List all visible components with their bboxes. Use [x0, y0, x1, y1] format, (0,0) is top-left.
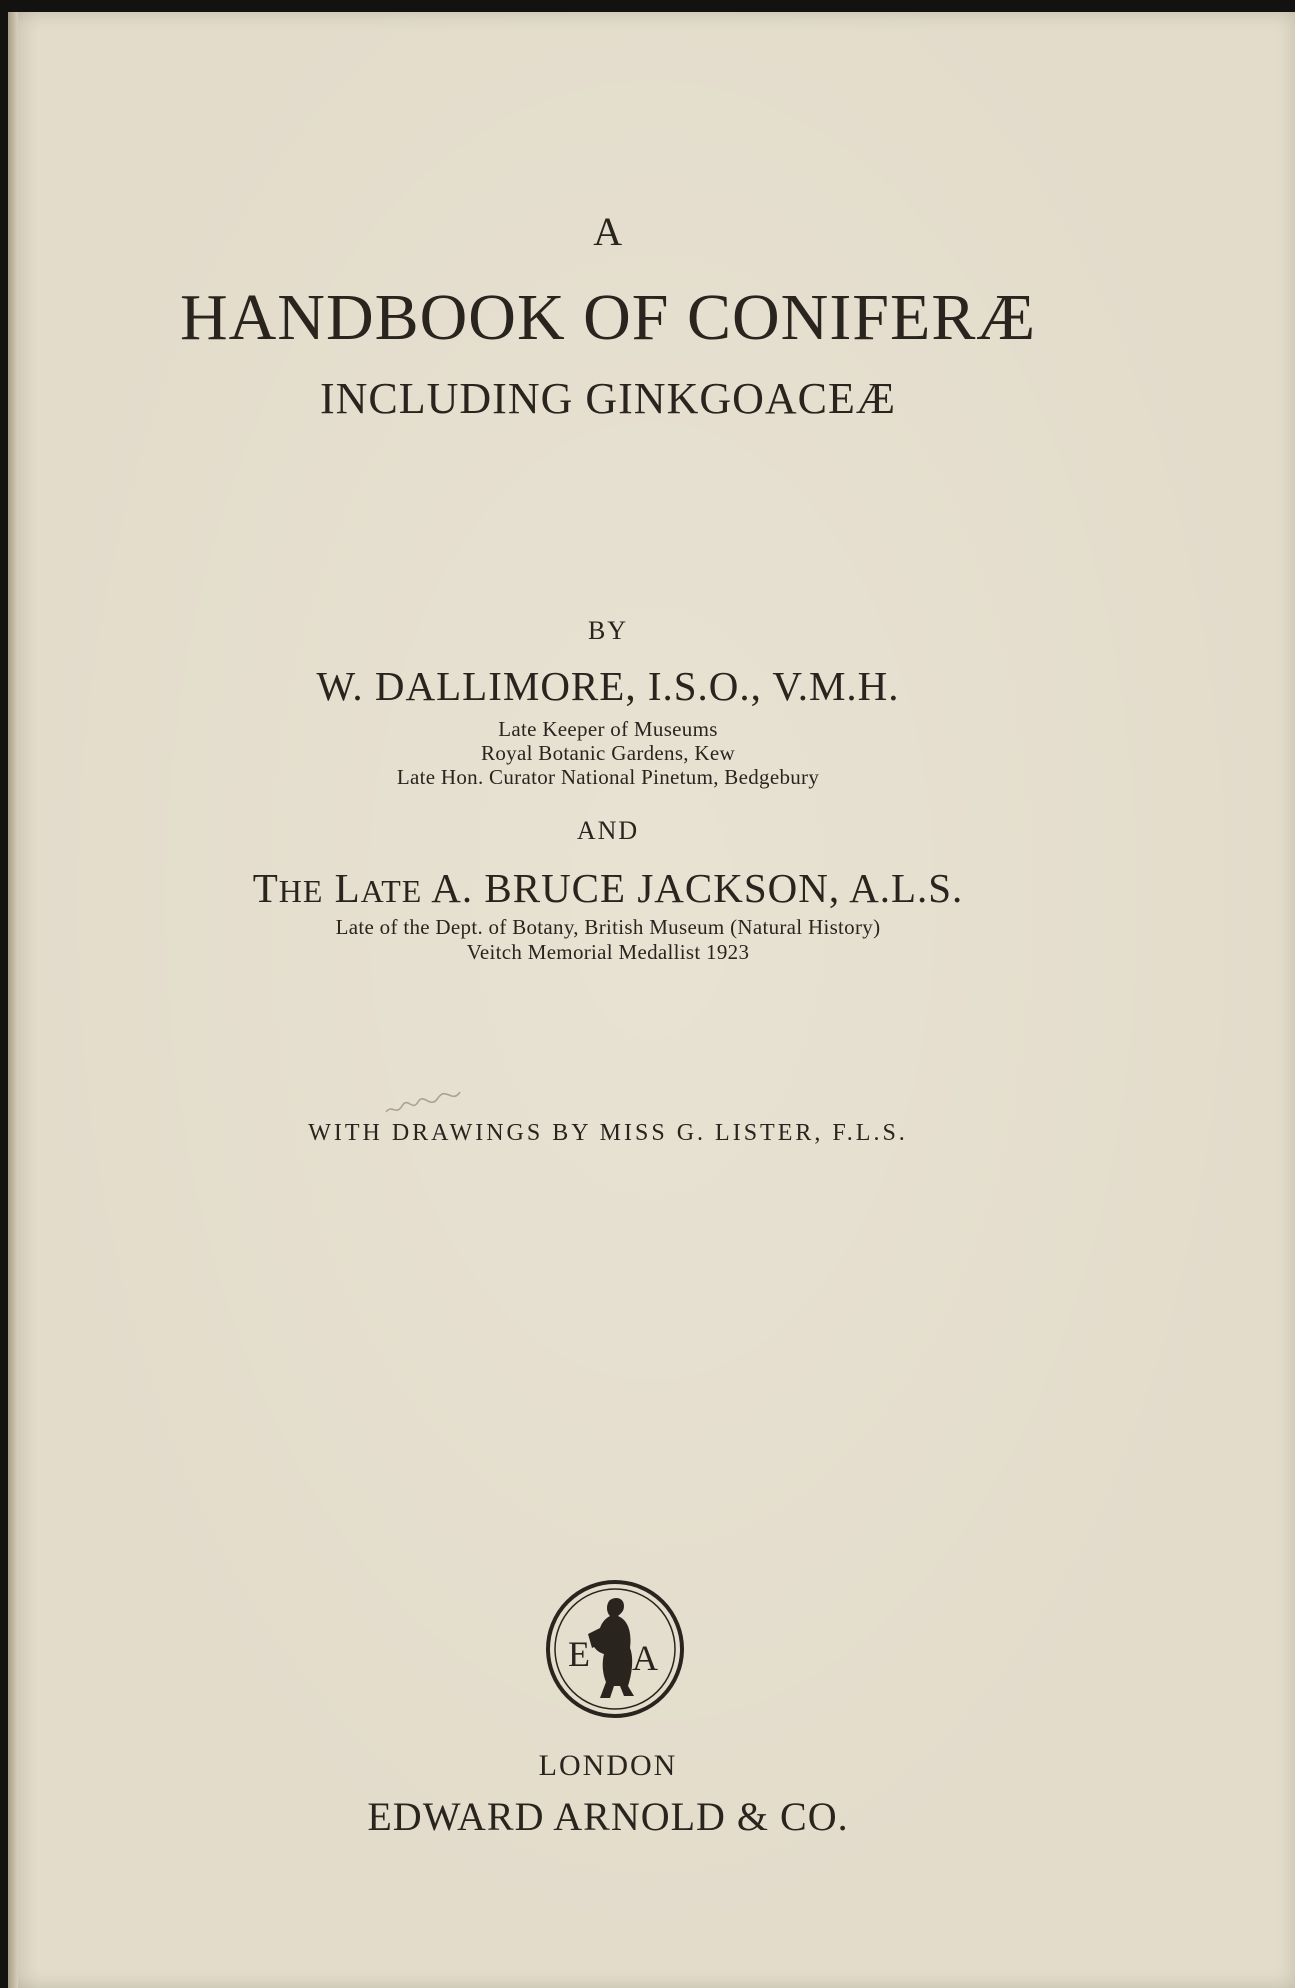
author2-prefix-late-rest: ATE — [360, 874, 423, 909]
author1-credential: Late Hon. Curator National Pinetum, Bedgebury — [396, 765, 820, 789]
author1-credential: Late Keeper of Museums — [498, 717, 718, 741]
emblem-letter-a: A — [632, 1638, 658, 1678]
author2-credential: Veitch Memorial Medallist 1923 — [466, 940, 750, 964]
publisher-place: LONDON — [538, 1749, 678, 1782]
pencil-annotation — [382, 1082, 477, 1122]
author1-credential: Royal Botanic Gardens, Kew — [481, 741, 735, 765]
author2-name: A. BRUCE JACKSON, A.L.S. — [431, 865, 964, 911]
author2-credential: Late of the Dept. of Botany, British Museum (Natural History) — [335, 915, 881, 939]
publisher-emblem-icon — [544, 1578, 686, 1720]
book-title: HANDBOOK OF CONIFERÆ — [179, 281, 1037, 354]
author2-prefix-the-rest: HE — [278, 874, 324, 909]
by-label: BY — [587, 616, 629, 645]
drawings-credit: WITH DRAWINGS BY MISS G. LISTER, F.L.S. — [308, 1120, 908, 1146]
author2-line — [8, 864, 1208, 912]
author2-prefix-the-initial: T — [252, 865, 279, 911]
emblem-letter-e: E — [568, 1634, 590, 1674]
publisher-name: EDWARD ARNOLD & CO. — [367, 1794, 849, 1839]
and-label: AND — [576, 816, 640, 845]
title-page — [8, 12, 1295, 1988]
author2-prefix-late-initial: L — [334, 865, 361, 911]
title-article: A — [593, 209, 623, 254]
author1-name: W. DALLIMORE, I.S.O., V.M.H. — [316, 663, 900, 709]
book-subtitle: INCLUDING GINKGOACEÆ — [319, 374, 897, 423]
